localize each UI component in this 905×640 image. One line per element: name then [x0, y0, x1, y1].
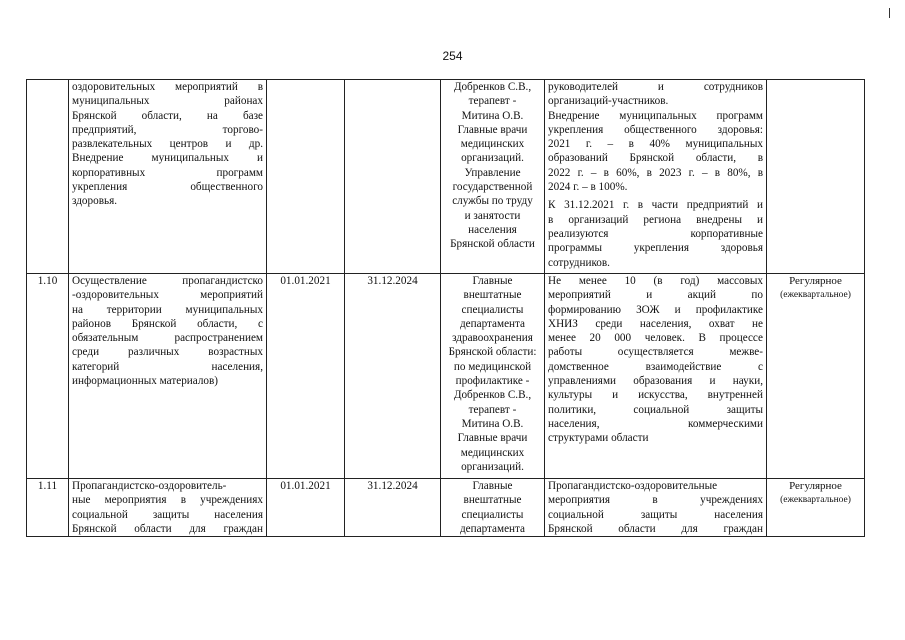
end-date: [345, 80, 441, 274]
start-date: 01.01.2021: [267, 479, 345, 537]
activity-plan-table: [26, 79, 865, 537]
page-number: 254: [442, 49, 463, 63]
activity-name-cell: оздоровительных мероприятий в муниципальных районах Брянской области, на базе предприятий, торгово- развлекательных центров и др. Внедрение муниципальных и корпоративных программ укрепления общественного здоровья.: [69, 80, 267, 274]
end-date: 31.12.2024: [345, 274, 441, 479]
activity-name-cell: Пропагандистско-оздоровитель- ные мероприятия в учреждениях социальной защиты населения Брянской области для граждан: [69, 479, 267, 537]
periodicity-cell: Регулярное (ежеквартальное): [767, 274, 865, 479]
periodicity-cell: [767, 80, 865, 274]
end-date: 31.12.2024: [345, 479, 441, 537]
executors-cell: Главные внештатные специалисты департамента здравоохранения Брянской области: по медицинской профилактике - Добренков С.В., терапевт - Митина О.В. Главные врачи медицинских организаций.: [441, 274, 545, 479]
periodicity-cell: Регулярное (ежеквартальное): [767, 479, 865, 537]
start-date: [267, 80, 345, 274]
expected-result-cell: Пропагандистско-оздоровительные мероприятия в учреждениях социальной защиты населения Брянской области для граждан: [545, 479, 767, 537]
page-corner-mark: [889, 8, 890, 18]
row-number: [27, 80, 69, 274]
activity-name-cell: Осуществление пропагандистско -оздоровительных мероприятий на территории муниципальных районов Брянской области, с обязательным распространением среди различных возрастных категорий населения, информационных материалов): [69, 274, 267, 479]
executors-cell: Главные внештатные специалисты департамента: [441, 479, 545, 537]
executors-cell: Добренков С.В., терапевт - Митина О.В. Главные врачи медицинских организаций. Управление государственной службы по труду и занятости населения Брянской области: [441, 80, 545, 274]
table-row: [27, 80, 865, 274]
expected-result-cell: Не менее 10 (в год) массовых мероприятий и акций по формированию ЗОЖ и профилактике ХНИЗ среди населения, охват не менее 20 000 человек. В процессе работы осуществляется межве- домственное взаимодействие с управлениями образования и науки, культуры и искусства, внутренней политики, социальной защиты населения, коммерческими структурами области: [545, 274, 767, 479]
row-number: 1.11: [27, 479, 69, 537]
table-row: [27, 274, 865, 479]
start-date: 01.01.2021: [267, 274, 345, 479]
expected-result-cell: руководителей и сотрудников организаций-участников. Внедрение муниципальных программ укрепления общественного здоровья: 2021 г. – в 40% муниципальных образований Брянской области, в 2022 г. – в 60%, в 2023 г. – в 80%, в 2024 г. – в 100%. К 31.12.2021 г. в части предприятий и в организаций региона внедрены и реализуются корпоративные программы укрепления здоровья сотрудников.: [545, 80, 767, 274]
row-number: 1.10: [27, 274, 69, 479]
table-row: [27, 479, 865, 537]
